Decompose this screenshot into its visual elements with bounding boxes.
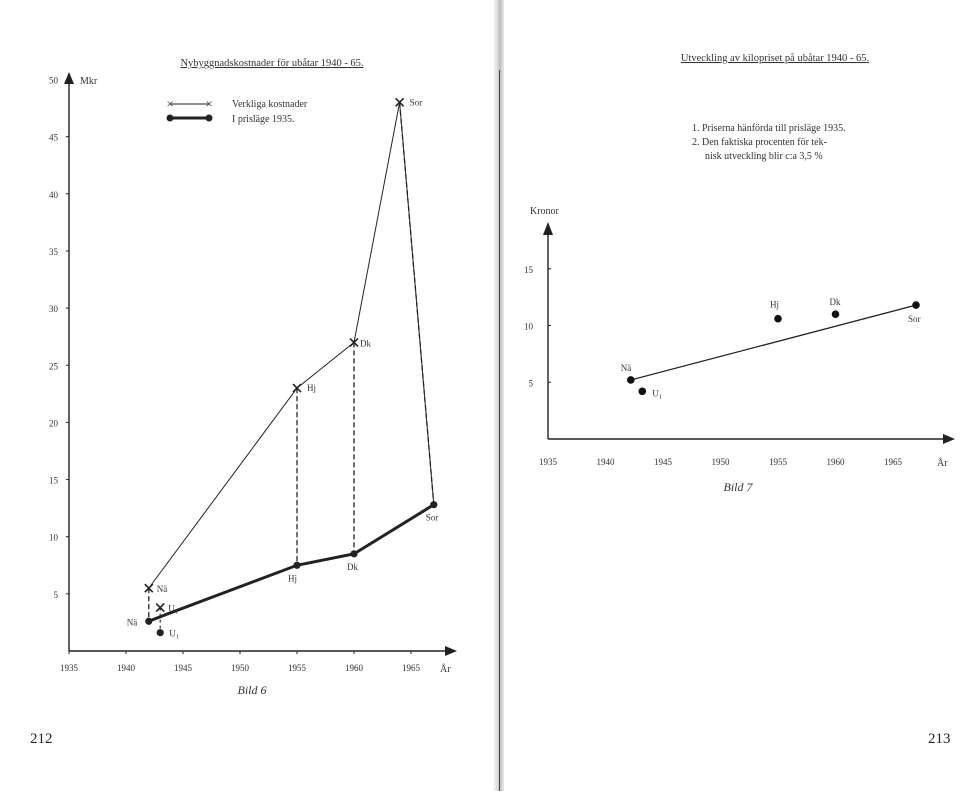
svg-text:×: × [166,96,174,111]
point-label-1935: $U_1$ [169,628,180,641]
x-tick-label-left: 1935 [60,663,78,673]
x-tick-label-right: 1950 [711,457,730,467]
chart-title-left: Nybyggnadskostnader för ubåtar 1940 - 65. [180,58,364,69]
series-line-1935 [166,505,434,615]
data-point-label: Sor [908,314,921,325]
y-tick-label-left: 50 [49,75,58,86]
point-label-actual: Dk [360,338,371,349]
note-line-3: nisk utveckling blir c:a 3,5 % [705,151,823,162]
x-tick-label-left: 1950 [231,663,249,673]
y-tick-label-right: 15 [524,264,533,275]
x-tick-label-left: 1960 [345,663,363,673]
y-tick-label-left: 10 [49,532,58,543]
point-label-actual: $U_1$ [168,603,179,616]
axes-right [524,206,955,469]
right-page [495,0,960,791]
y-tick-label-left: 35 [49,246,58,257]
point-1935 [430,501,437,508]
point-label-1935: Sor [425,512,439,523]
x-tick-label-right: 1935 [539,457,557,467]
note-line-2: 2. Den faktiska procenten för tek- [692,137,827,148]
x-tick-label-right: 1940 [596,457,615,467]
page-number-right: 213 [928,731,951,747]
point-label-actual: Hj [307,383,316,394]
x-axis-label-right: År [937,458,948,469]
x-axis-arrow-right [943,434,955,444]
x-tick-label-right: 1955 [769,457,787,467]
point-1935 [157,629,164,636]
chart-title-right: Utveckling av kilopriset på ubåtar 1940 - 65. [680,53,870,64]
y-tick-label-left: 25 [49,361,58,372]
y-axis-arrow-left [64,72,74,84]
x-tick-label-right: 1965 [884,457,902,467]
data-point [912,301,920,309]
point-1935 [293,562,300,569]
y-axis-arrow-right [543,222,553,235]
x-tick-label-right: 1945 [654,457,672,467]
x-tick-label-left: 1940 [117,663,135,673]
data-point [639,388,647,396]
point-label-actual: Sor [409,97,423,108]
point-label-1935: Dk [347,561,358,572]
y-tick-label-right: 5 [528,378,533,389]
note-line-1: 1. Priserna hänförda till prisläge 1935. [692,123,846,134]
data-point [832,310,840,318]
x-tick-label-left: 1945 [174,663,192,673]
trend-line [631,305,916,380]
y-axis-label-right: Kronor [530,206,559,217]
y-tick-label-left: 40 [49,189,58,200]
point-label-1935: Hj [288,573,297,584]
caption-left: Bild 6 [237,683,267,697]
y-tick-label-left: 45 [49,132,58,143]
series-line-actual-close [400,102,434,504]
legend-left [166,96,308,125]
x-tick-label-left: 1965 [402,663,420,673]
chart-kiloprice [495,0,960,791]
marks-right [621,297,921,400]
x-axis-arrow-left [445,646,457,656]
y-tick-label-left: 15 [49,475,58,486]
legend-item-actual: Verkliga kostnader [232,99,308,110]
page-number-left: 212 [30,731,53,747]
data-point-label: Dk [829,297,841,308]
point-label-actual: Nä [156,584,168,595]
svg-text:×: × [205,96,213,111]
data-point [627,376,635,384]
data-point-label: Nä [620,362,632,373]
data-point-label: Hj [770,299,779,310]
data-point-label: $U_1$ [652,388,663,401]
point-1935 [350,550,357,557]
legend-item-1935: I prisläge 1935. [232,114,295,125]
y-axis-label-left: Mkr [80,76,98,87]
x-tick-label-left: 1955 [288,663,306,673]
marks-left [127,97,439,640]
y-tick-label-left: 20 [49,418,58,429]
caption-right: Bild 7 [723,480,753,494]
y-tick-label-left: 30 [49,304,58,315]
axes-left [49,72,457,675]
x-tick-label-right: 1960 [826,457,845,467]
y-tick-label-right: 10 [524,321,533,332]
x-axis-label-left: År [440,664,451,675]
data-point [774,315,782,323]
y-tick-label-left: 5 [53,589,58,600]
point-1935 [145,618,152,625]
point-label-1935: Nä [126,617,138,628]
